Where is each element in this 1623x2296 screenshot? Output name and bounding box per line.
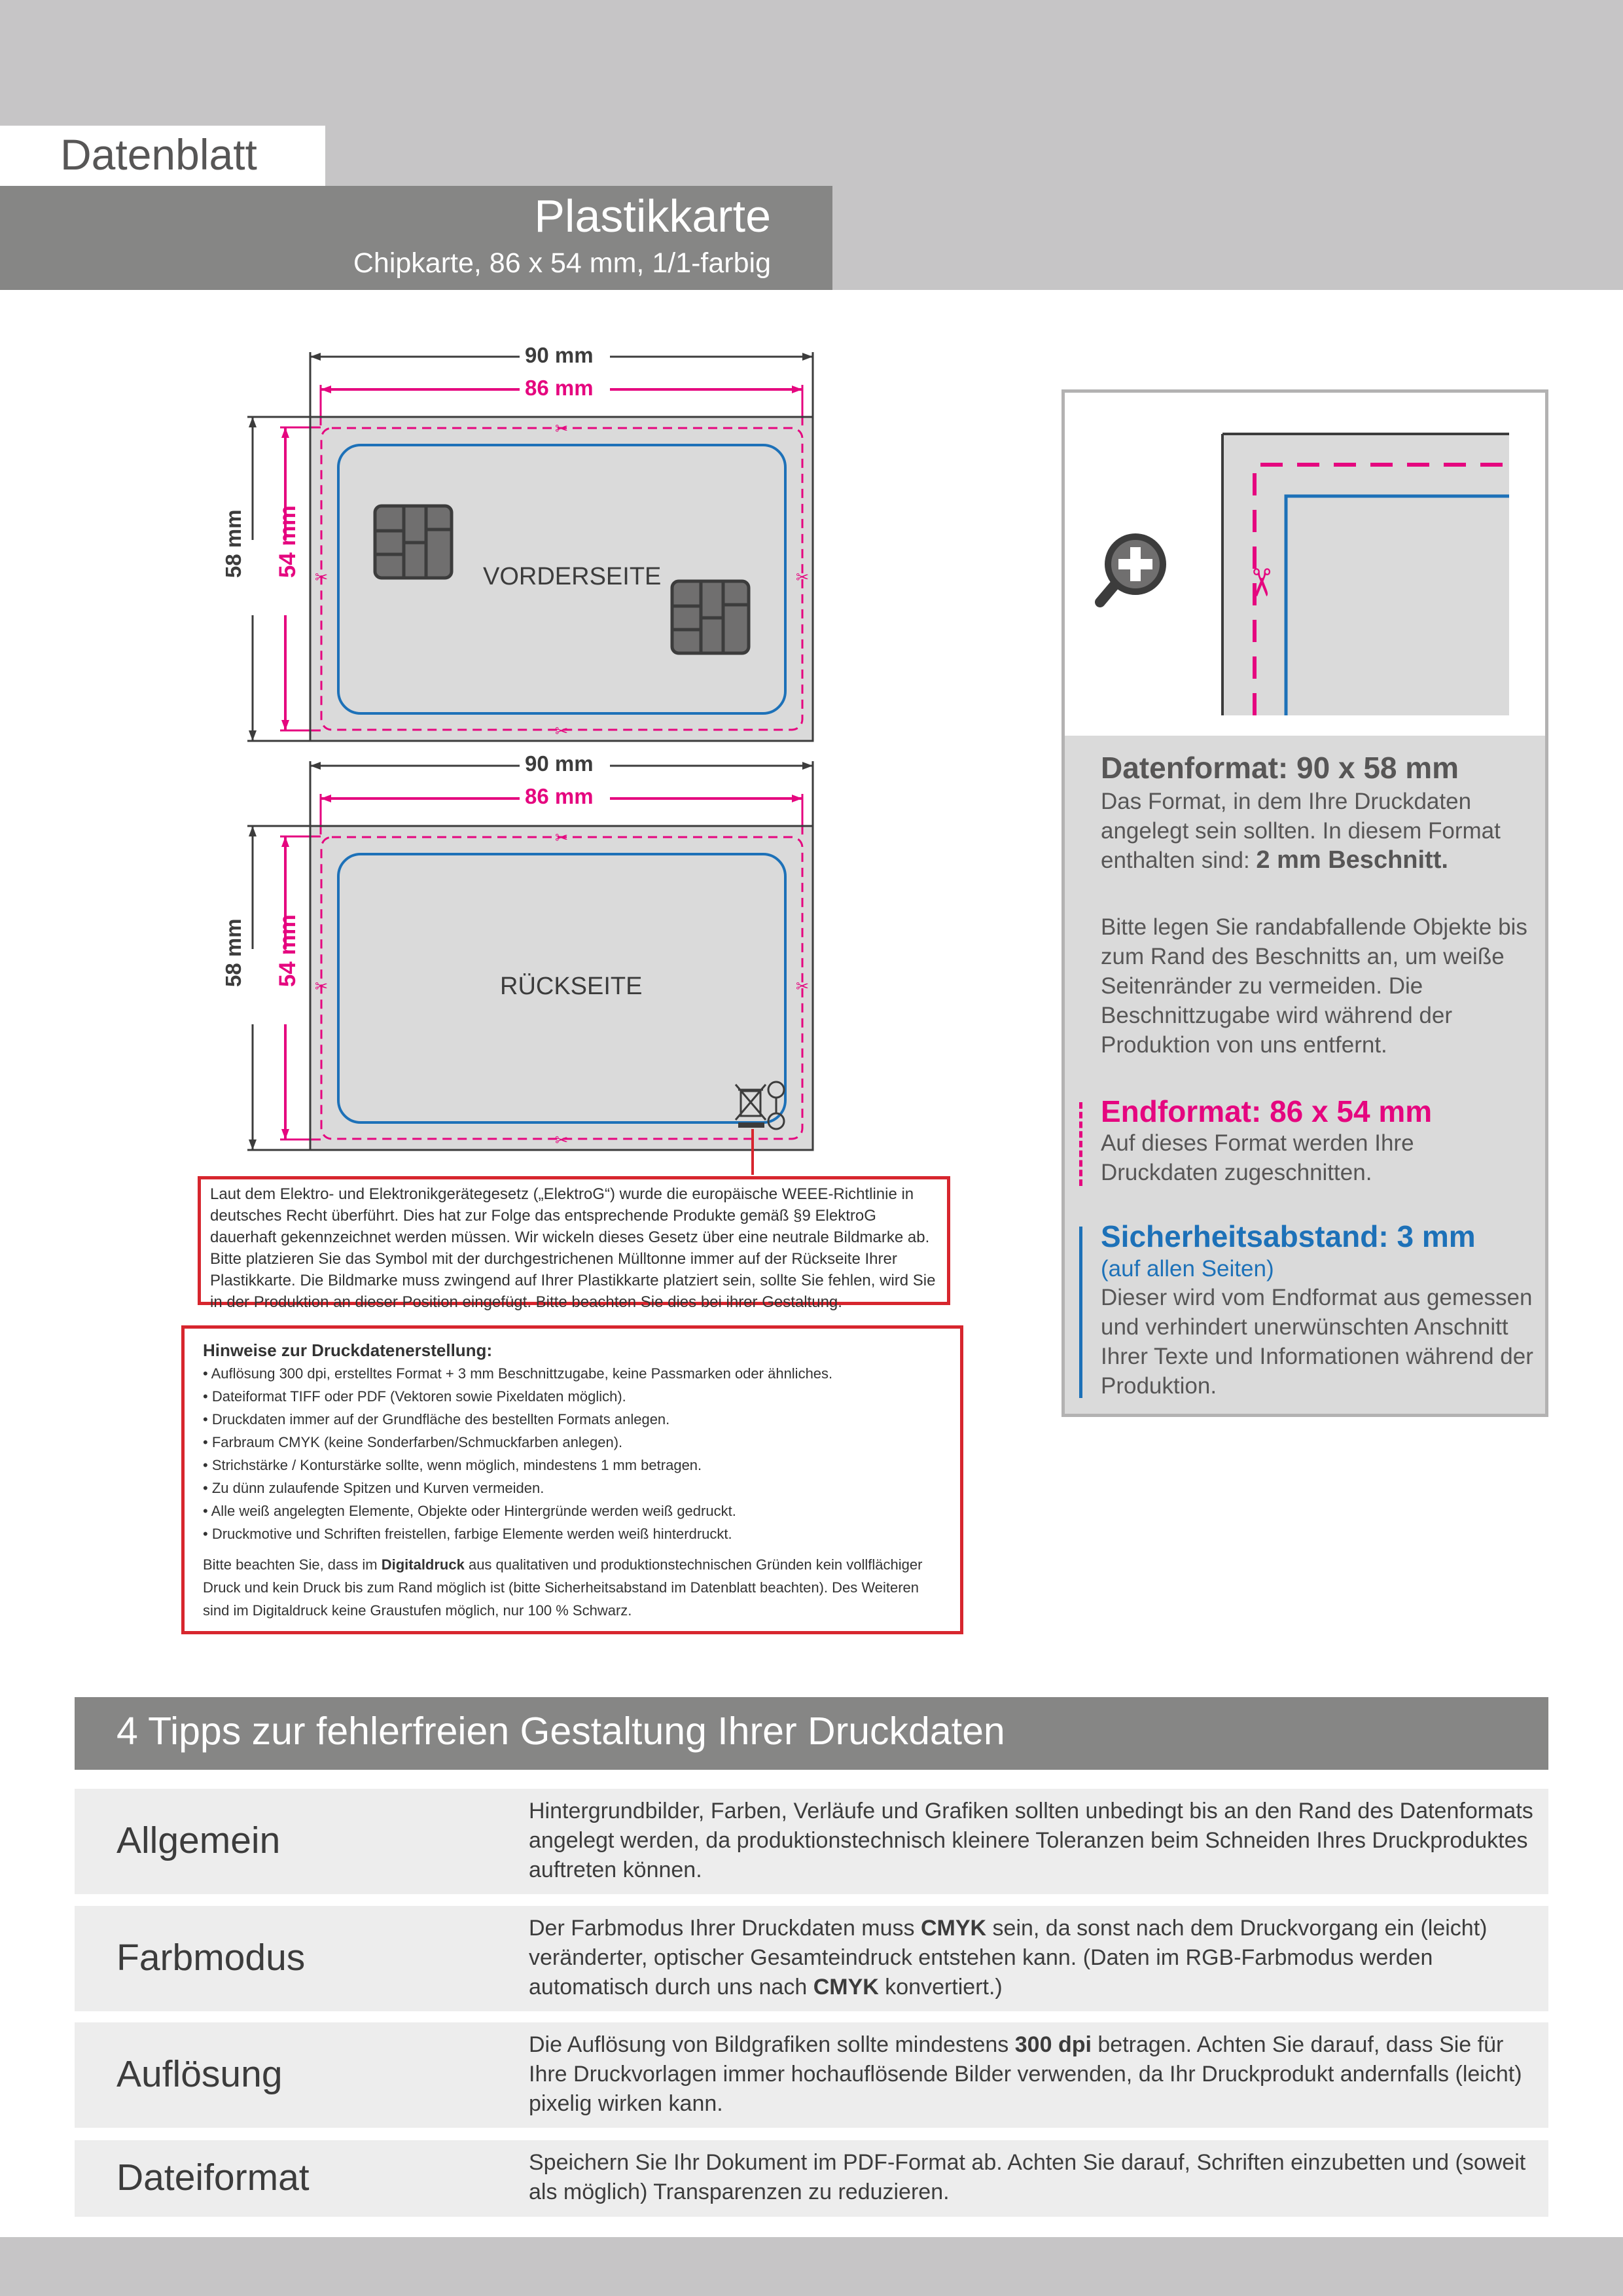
tip-label: Auflösung [116, 2053, 283, 2095]
bleed-text: Bitte legen Sie randabfallende Objekte bis zum Rand des Beschnitts an, um weiße Seitenränder zu vermeiden. Die Beschnittzugabe wird während der Produktion von uns entfernt. [1101, 914, 1527, 1058]
svg-text:✂: ✂ [1239, 566, 1283, 599]
hints-note: Bitte beachten Sie, dass im Digitaldruck aus qualitativen und produktionstechnischen Gründen kein vollflächiger Druck und kein Druck bis zum Rand möglich ist (bitte Sicherheitsabstand im Datenblatt beachten). Des Weiteren sind im Digitaldruck keine Graustufen möglich, nur 100 % Schwarz. [203, 1556, 923, 1619]
tip-row-allgemein [75, 1789, 1548, 1894]
list-item: • Druckdaten immer auf der Grundfläche des bestellten Formats anlegen. [203, 1411, 670, 1427]
list-item: • Auflösung 300 dpi, erstelltes Format + 3 mm Beschnittzugabe, keine Passmarken oder ähnliches. [203, 1365, 833, 1382]
tip-row-dateiformat [75, 2140, 1548, 2217]
svg-text:✂: ✂ [795, 568, 810, 586]
tip-label: Dateiformat [116, 2157, 310, 2198]
svg-text:✂: ✂ [554, 829, 569, 847]
front-outer-height: 58 mm [221, 509, 245, 578]
format-info-panel [1061, 389, 1548, 1417]
safety-text: Dieser wird vom Endformat aus gemessen und verhindert unerwünschten Anschnitt Ihrer Texte und Informationen während der Produktion. [1101, 1285, 1533, 1399]
tip-text: Der Farbmodus Ihrer Druckdaten muss CMYK sein, da sonst nach dem Druckvorgang ein (leicht) veränderter, optischer Gesamteindruck entstehen kann. (Daten im RGB-Farbmodus werden automatisch durch uns nach CMYK konvertiert.) [529, 1916, 1488, 2000]
end-format-marker [1079, 1102, 1082, 1186]
safety-marker [1079, 1227, 1082, 1398]
hints-list [203, 1362, 942, 1545]
back-inner-width: 86 mm [525, 784, 594, 808]
weee-notice-box [198, 1176, 950, 1311]
tip-text: Die Auflösung von Bildgrafiken sollte mindestens 300 dpi betragen. Achten Sie darauf, dass Sie für Ihre Druckvorlagen immer hochauflösende Bilder verwenden, da Ihr Druckprodukt andernfalls (leicht) pixelig wirken kann. [529, 2032, 1522, 2116]
weee-notice-text: Laut dem Elektro- und Elektronikgerätegesetz („ElektroG“) wurde die europäische WEEE-Richtlinie in deutsches Recht überführt. Dies hat zur Folge das entsprechende Produkte gemäß §9 ElektroG dauerhaft gekennzeichnet werden müssen. Wir wickeln dieses Gesetz über eine neutrale Bildmarke ab. Bitte platzieren Sie das Symbol mit der durchgestrichenen Mülltonne immer auf der Rückseite Ihrer Plastikkarte. Die Bildmarke muss zwingend auf Ihrer Plastikkarte platziert sein, sollte Sie fehlen, wird Sie in der Produktion an dieser Position eingefügt. Bitte beachten Sie dies bei ihrer Gestaltung. [210, 1185, 936, 1311]
back-outer-height: 58 mm [221, 918, 245, 987]
list-item: • Zu dünn zulaufende Spitzen und Kurven vermeiden. [203, 1480, 544, 1496]
datasheet-label: Datenblatt [60, 130, 257, 179]
zoom-magnifier-icon [1100, 537, 1163, 602]
product-title: Plastikkarte [534, 190, 771, 242]
end-format-text: Auf dieses Format werden Ihre Druckdaten zugeschnitten. [1101, 1130, 1414, 1185]
list-item: • Alle weiß angelegten Elemente, Objekte oder Hintergründe werden weiß gedruckt. [203, 1503, 736, 1519]
safety-subheading: (auf allen Seiten) [1101, 1256, 1274, 1282]
tip-label: Farbmodus [116, 1937, 306, 1979]
tip-text: Speichern Sie Ihr Dokument im PDF-Format ab. Achten Sie darauf, Schriften einzubetten und (soweit als möglich) Transparenzen zu reduzieren. [529, 2150, 1526, 2204]
svg-text:✂: ✂ [795, 977, 810, 996]
hints-title: Hinweise zur Druckdatenerstellung: [203, 1340, 493, 1360]
front-card-lines [236, 340, 825, 753]
svg-text:✂: ✂ [314, 568, 329, 586]
svg-text:✂: ✂ [554, 722, 569, 740]
tip-label: Allgemein [116, 1820, 281, 1861]
footer-band [0, 2237, 1623, 2296]
product-subtitle: Chipkarte, 86 x 54 mm, 1/1-farbig [353, 247, 771, 279]
tip-row-farbmodus [75, 1906, 1548, 2011]
front-label: VORDERSEITE [483, 563, 662, 590]
tip-row-aufloesung [75, 2022, 1548, 2128]
datasheet-tab [0, 126, 325, 186]
list-item: • Druckmotive und Schriften freistellen, farbige Elemente werden weiß hinterdruckt. [203, 1526, 732, 1542]
svg-text:✂: ✂ [314, 977, 329, 996]
back-inner-height: 54 mm [275, 914, 300, 987]
tips-title: 4 Tipps zur fehlerfreien Gestaltung Ihrer Druckdaten [116, 1710, 1005, 1753]
svg-text:✂: ✂ [554, 420, 569, 438]
list-item: • Dateiformat TIFF oder PDF (Vektoren sowie Pixeldaten möglich). [203, 1388, 626, 1405]
front-outer-width: 90 mm [525, 343, 594, 367]
chip-icon [375, 506, 452, 578]
detail-zoom-illustration [1065, 393, 1545, 736]
back-label: RÜCKSEITE [500, 973, 643, 1000]
svg-text:✂: ✂ [554, 1131, 569, 1149]
safety-heading: Sicherheitsabstand: 3 mm [1101, 1219, 1476, 1253]
back-outer-width: 90 mm [525, 751, 594, 776]
back-card-lines [236, 749, 825, 1175]
front-inner-width: 86 mm [525, 376, 594, 400]
tips-header [75, 1697, 1548, 1770]
print-hints-box [181, 1325, 963, 1634]
list-item: • Farbraum CMYK (keine Sonderfarben/Schmuckfarben anlegen). [203, 1434, 623, 1450]
list-item: • Strichstärke / Konturstärke sollte, wenn möglich, mindestens 1 mm betragen. [203, 1457, 702, 1473]
chip-icon [672, 581, 749, 653]
front-inner-height: 54 mm [275, 505, 300, 578]
tip-text: Hintergrundbilder, Farben, Verläufe und Grafiken sollten unbedingt bis an den Rand des Datenformats angelegt werden, da produktionstechnisch kleinere Toleranzen beim Schneiden Ihres Druckproduktes auftreten können. [529, 1799, 1533, 1882]
panel-info-area [1065, 736, 1545, 1414]
data-format-heading: Datenformat: 90 x 58 mm [1101, 751, 1459, 785]
end-format-heading: Endformat: 86 x 54 mm [1101, 1094, 1433, 1128]
data-format-text: Das Format, in dem Ihre Druckdaten angelegt sein sollten. In diesem Format enthalten sind: 2 mm Beschnitt. [1101, 789, 1501, 874]
